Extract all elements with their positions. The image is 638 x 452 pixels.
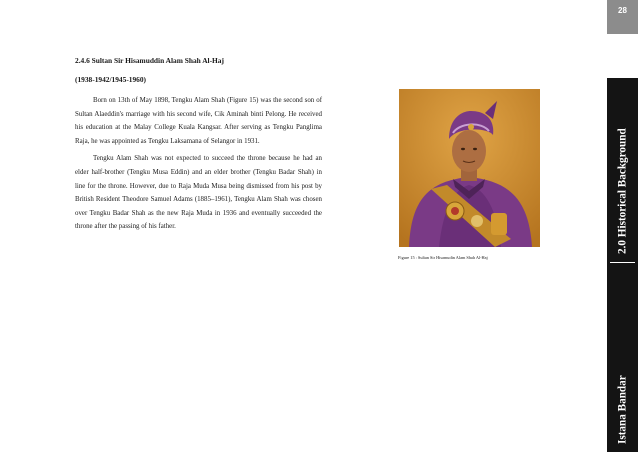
figure-caption: Figure 15 : Sultan Sir Hisamudin Alam Shah Al-Haj <box>398 255 488 260</box>
document-title: Istana Bandar <box>616 375 629 444</box>
body-text <box>75 94 322 238</box>
portrait-illustration <box>399 89 540 247</box>
section-heading: 2.4.6 Sultan Sir Hisamuddin Alam Shah Al-Haj <box>75 56 224 65</box>
section-label: 2.0 Historical Background <box>616 128 629 254</box>
sidebar-divider <box>610 262 635 263</box>
paragraph-1: Born on 13th of May 1898, Tengku Alam Shah (Figure 15) was the second son of Sultan Alaeddin's marriage with his second wife, Cik Aminah binti Pelong. He received his education at the Malay College Kuala Kangsar. After serving as Tengku Panglima Raja, he was appointed as Tengku Laksamana of Selangor in 1931. <box>75 97 322 145</box>
chapter-sidebar <box>607 0 638 452</box>
page-number: 28 <box>618 6 627 15</box>
sultan-portrait-photo <box>399 89 540 247</box>
page-number-box <box>607 0 638 34</box>
paragraph-2: Tengku Alam Shah was not expected to succeed the throne because he had an elder half-brother (Tengku Musa Eddin) and an elder brother (Tengku Badar Shah) in line for the throne. However, due to Raja Muda Musa being dismissed from his post by British Resident Theodore Samuel Adams (1885–1961), Tengku Alam Shah was chosen over Tengku Badar Shah as the new Raja Muda in 1936 and eventually succeeded the throne after the passing of his father. <box>75 155 322 231</box>
section-years: (1938-1942/1945-1960) <box>75 75 147 84</box>
